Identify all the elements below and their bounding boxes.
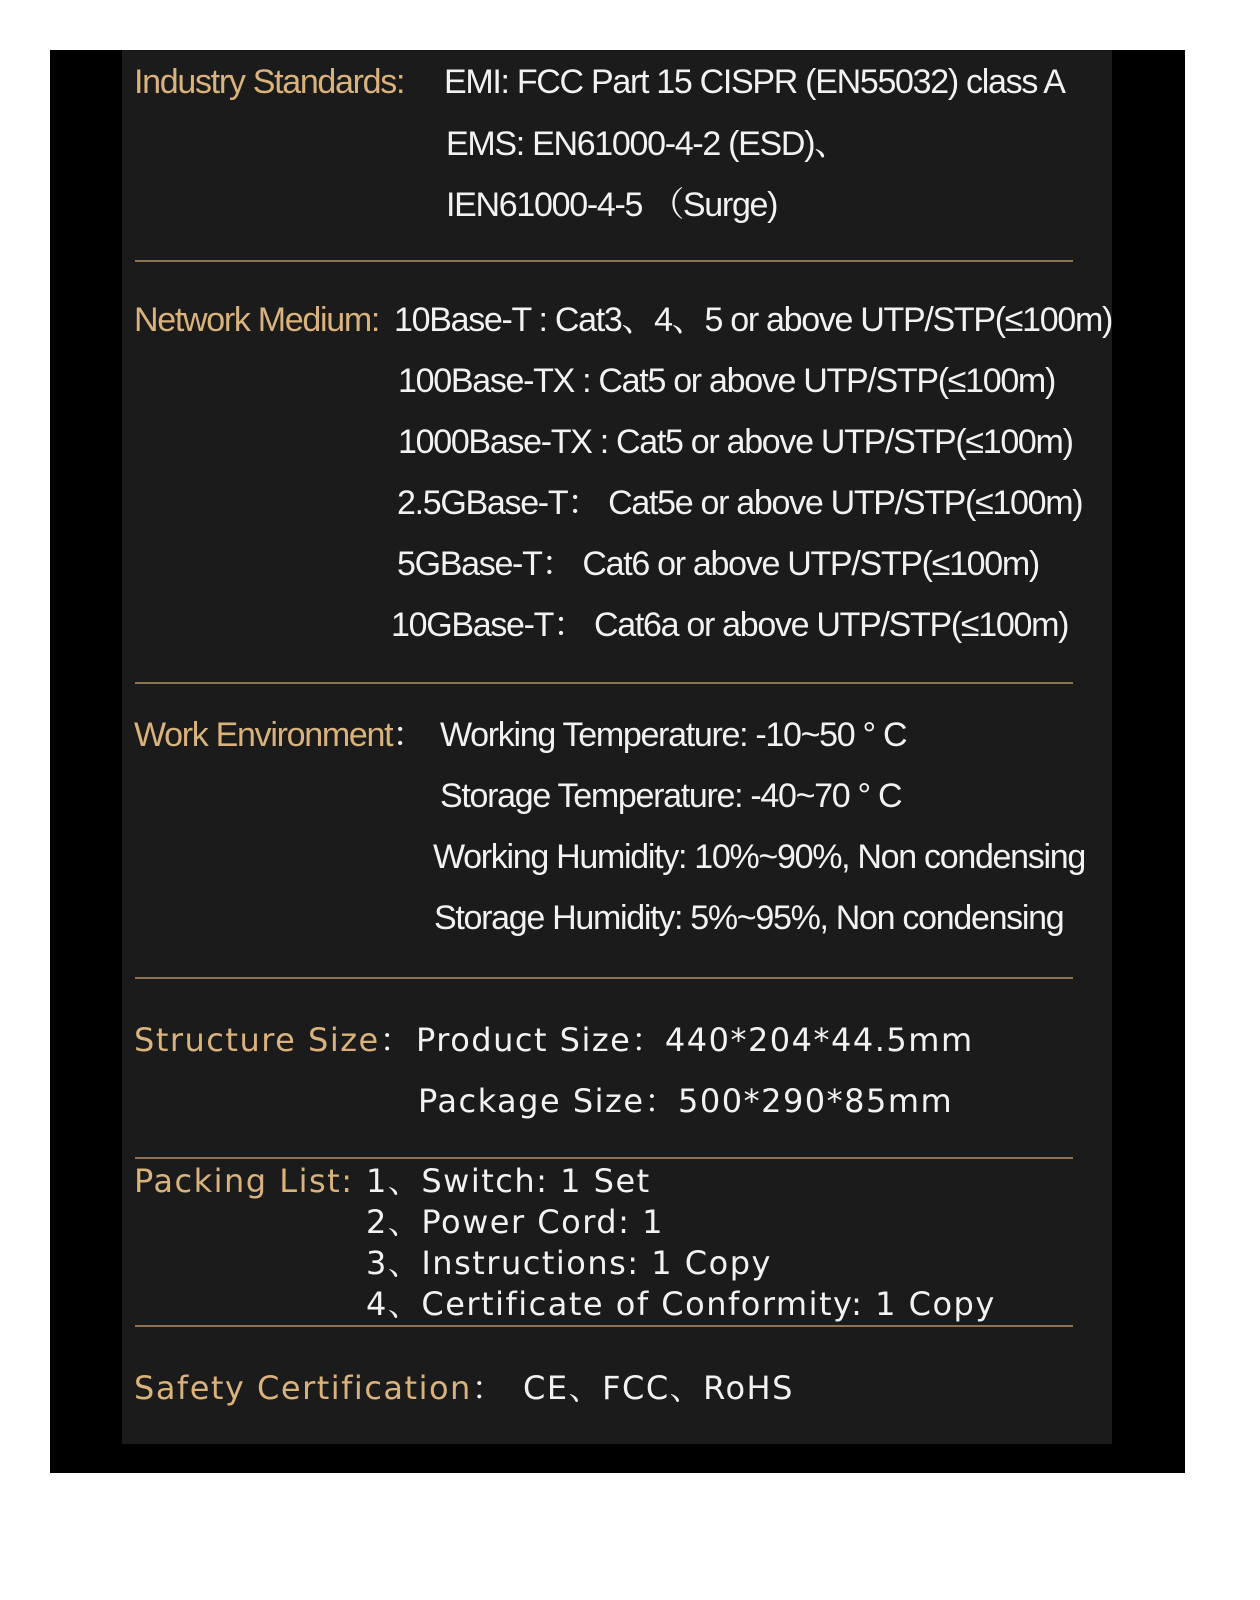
list-item: 4、Certificate of Conformity: 1 Copy — [366, 1285, 996, 1323]
spec-line: 10GBase-T： Cat6a or above UTP/STP(≤100m) — [391, 606, 1069, 644]
spec-line: Working Humidity: 10%~90%, Non condensing — [433, 838, 1085, 876]
industry-standards-label: Industry Standards: — [134, 63, 405, 101]
spec-line: EMS: EN61000-4-2 (ESD)、 — [446, 125, 847, 163]
spec-line: Product Size：440*204*44.5mm — [416, 1021, 974, 1059]
spec-line: IEN61000-4-5 （Surge) — [446, 186, 778, 224]
work-environment-heading — [134, 715, 425, 755]
spec-line: 10Base-T : Cat3、4、5 or above UTP/STP(≤100m) — [394, 301, 1112, 339]
safety-certification-heading — [134, 1368, 505, 1408]
spec-line: 1000Base-TX : Cat5 or above UTP/STP(≤100m) — [398, 423, 1073, 461]
safety-certification-label: Safety Certification — [134, 1369, 472, 1407]
list-item: 2、Power Cord: 1 — [366, 1203, 664, 1241]
structure-size-heading — [134, 1020, 413, 1060]
label-separator: ： — [392, 716, 425, 754]
section-divider — [135, 1157, 1073, 1159]
spec-line: Storage Humidity: 5%~95%, Non condensing — [434, 899, 1064, 937]
spec-panel — [122, 50, 1112, 1444]
label-separator: ： — [471, 1369, 506, 1407]
spec-line: 100Base-TX : Cat5 or above UTP/STP(≤100m) — [398, 362, 1055, 400]
spec-line: Storage Temperature: -40~70 ° C — [440, 777, 902, 815]
work-environment-label: Work Environment — [134, 716, 393, 754]
safety-certification-value: CE、FCC、RoHS — [523, 1369, 794, 1407]
section-divider — [135, 977, 1073, 979]
spec-line: Package Size：500*290*85mm — [418, 1082, 954, 1120]
list-item: 3、Instructions: 1 Copy — [366, 1244, 772, 1282]
spec-line: 2.5GBase-T： Cat5e or above UTP/STP(≤100m) — [397, 484, 1083, 522]
section-divider — [135, 1325, 1073, 1327]
spec-sheet-frame — [50, 50, 1185, 1473]
structure-size-label: Structure Size — [134, 1021, 380, 1059]
spec-line: Working Temperature: -10~50 ° C — [440, 716, 907, 754]
section-divider — [135, 682, 1073, 684]
packing-list-label: Packing List: — [134, 1162, 354, 1200]
spec-line: EMI: FCC Part 15 CISPR (EN55032) class A — [444, 63, 1065, 101]
list-item: 1、Switch: 1 Set — [366, 1162, 651, 1200]
section-divider — [135, 260, 1073, 262]
label-separator: ： — [379, 1021, 414, 1059]
spec-line: 5GBase-T： Cat6 or above UTP/STP(≤100m) — [397, 545, 1039, 583]
network-medium-label: Network Medium: — [134, 301, 380, 339]
